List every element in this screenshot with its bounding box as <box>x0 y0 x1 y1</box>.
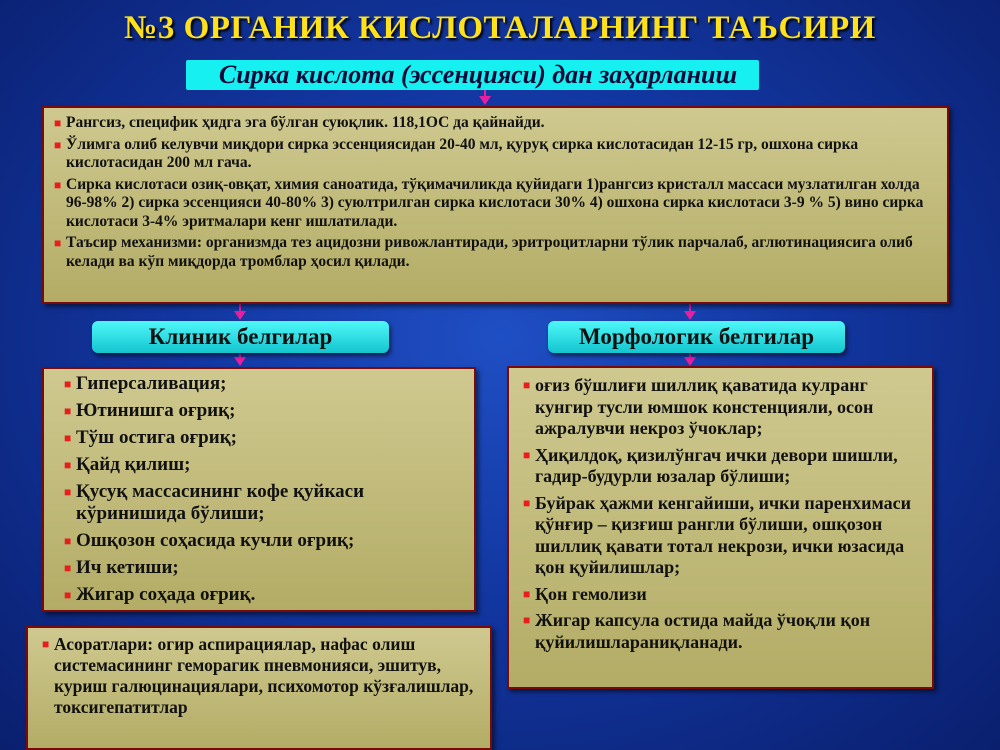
morphological-signs-panel <box>507 366 934 689</box>
list-item: ■ Гиперсаливация; <box>64 373 227 394</box>
slide-title: №3 ОРГАНИК КИСЛОТАЛАРНИНГ ТАЪСИРИ <box>124 10 876 46</box>
list-item: ■ Ютинишга оғриқ; <box>64 400 236 421</box>
bullet-icon: ■ <box>523 495 531 510</box>
intro-panel <box>42 106 949 304</box>
list-item: ■ Буйрак ҳажми кенгайиши, ички паренхимаси қўнғир – қизғиш рангли бўлиши, ошқозон шиллиқ қавати тотал некрози, ички юзасида қон қуйилишлар; <box>523 492 912 577</box>
list-item: ■ Ич кетиши; <box>64 557 179 578</box>
bullet-icon: ■ <box>64 458 72 472</box>
list-item: ■ Сирка кислотаси озиқ-овқат, химия саноатида, тўқимачиликда қуйидаги 1)рангсиз кристалл массаси музлатилган холда 96-98% 2) сирка эссенцияси 40-80% 3) суюлтрилган сирка кислотаси 30% 4) ошхона сирка кислотаси 3-9 % 5) вино сирка кислотаси 3-4% эритмалари кенг ишлатилади. <box>54 175 924 230</box>
list-item: ■ Жигар соҳада оғриқ. <box>64 584 256 605</box>
bullet-icon: ■ <box>523 378 531 392</box>
list-item: ■ Қусуқ массасининг кофе қуйкаси кўринишида бўлиши; <box>64 481 365 524</box>
morphological-signs-heading: Морфологик белгилар <box>548 321 845 353</box>
bullet-icon: ■ <box>54 137 62 152</box>
complications-panel <box>26 626 492 750</box>
bullet-icon: ■ <box>64 377 72 391</box>
bullet-icon: ■ <box>64 485 72 499</box>
list-item: ■ Ҳиқилдоқ, қизилўнгач ички девори шишли, гадир-будурли юзалар бўлиши; <box>523 444 898 486</box>
bullet-icon: ■ <box>64 404 72 418</box>
list-item: ■ Асоратлари: огир аспирациялар, нафас олиш системасининг геморагик пневмонияси, эшитув, куриш галюцинациялари, психомотор кўзғалишлар, токсигепатитлар <box>42 634 474 717</box>
bullet-icon: ■ <box>523 613 531 627</box>
list-item: ■ Қон гемолизи <box>523 583 647 604</box>
bullet-icon: ■ <box>64 534 72 548</box>
list-item: ■ Қайд қилиш; <box>64 454 191 475</box>
list-item: ■ Жигар капсула остида майда ўчоқли қон қуйилишлараниқланади. <box>523 610 871 652</box>
clinical-signs-heading: Клиник белгилар <box>92 321 389 353</box>
clinical-signs-panel <box>42 367 476 612</box>
list-item: ■ Таъсир механизми: организмда тез ацидозни ривожлантиради, эритроцитларни тўлик парчалаб, аглютинациясига олиб келади ва кўп миқдорда тромблар ҳосил қилади. <box>54 234 913 270</box>
bullet-icon: ■ <box>54 177 62 192</box>
bullet-icon: ■ <box>64 431 72 445</box>
bullet-icon: ■ <box>42 637 50 651</box>
list-item: ■ Ошқозон соҳасида кучли оғриқ; <box>64 530 355 551</box>
list-item: ■ Рангсиз, специфик ҳидга эга бўлган суюқлик. 118,1ОС да қайнайди. <box>54 114 545 131</box>
bullet-icon: ■ <box>523 586 531 601</box>
slide-subtitle: Сирка кислота (эссенцияси) дан заҳарланиш <box>218 60 738 89</box>
bullet-icon: ■ <box>54 116 62 130</box>
list-item: ■ Тўш остига оғриқ; <box>64 427 237 448</box>
bullet-icon: ■ <box>64 561 72 575</box>
bullet-icon: ■ <box>64 588 72 602</box>
list-item: ■ Ўлимга олиб келувчи миқдори сирка эссенциясидан 20-40 мл, қуруқ сирка кислотасидан 12-15 гр, ошхона сирка кислотасидан 200 мл гача. <box>54 135 859 171</box>
bullet-icon: ■ <box>523 447 531 462</box>
list-item: ■ оғиз бўшлиғи шиллиқ қаватида кулранг кунгир тусли юмшок констенцияли, осон ажралувчи некроз ўчоклар; <box>523 375 874 438</box>
bullet-icon: ■ <box>54 236 62 250</box>
